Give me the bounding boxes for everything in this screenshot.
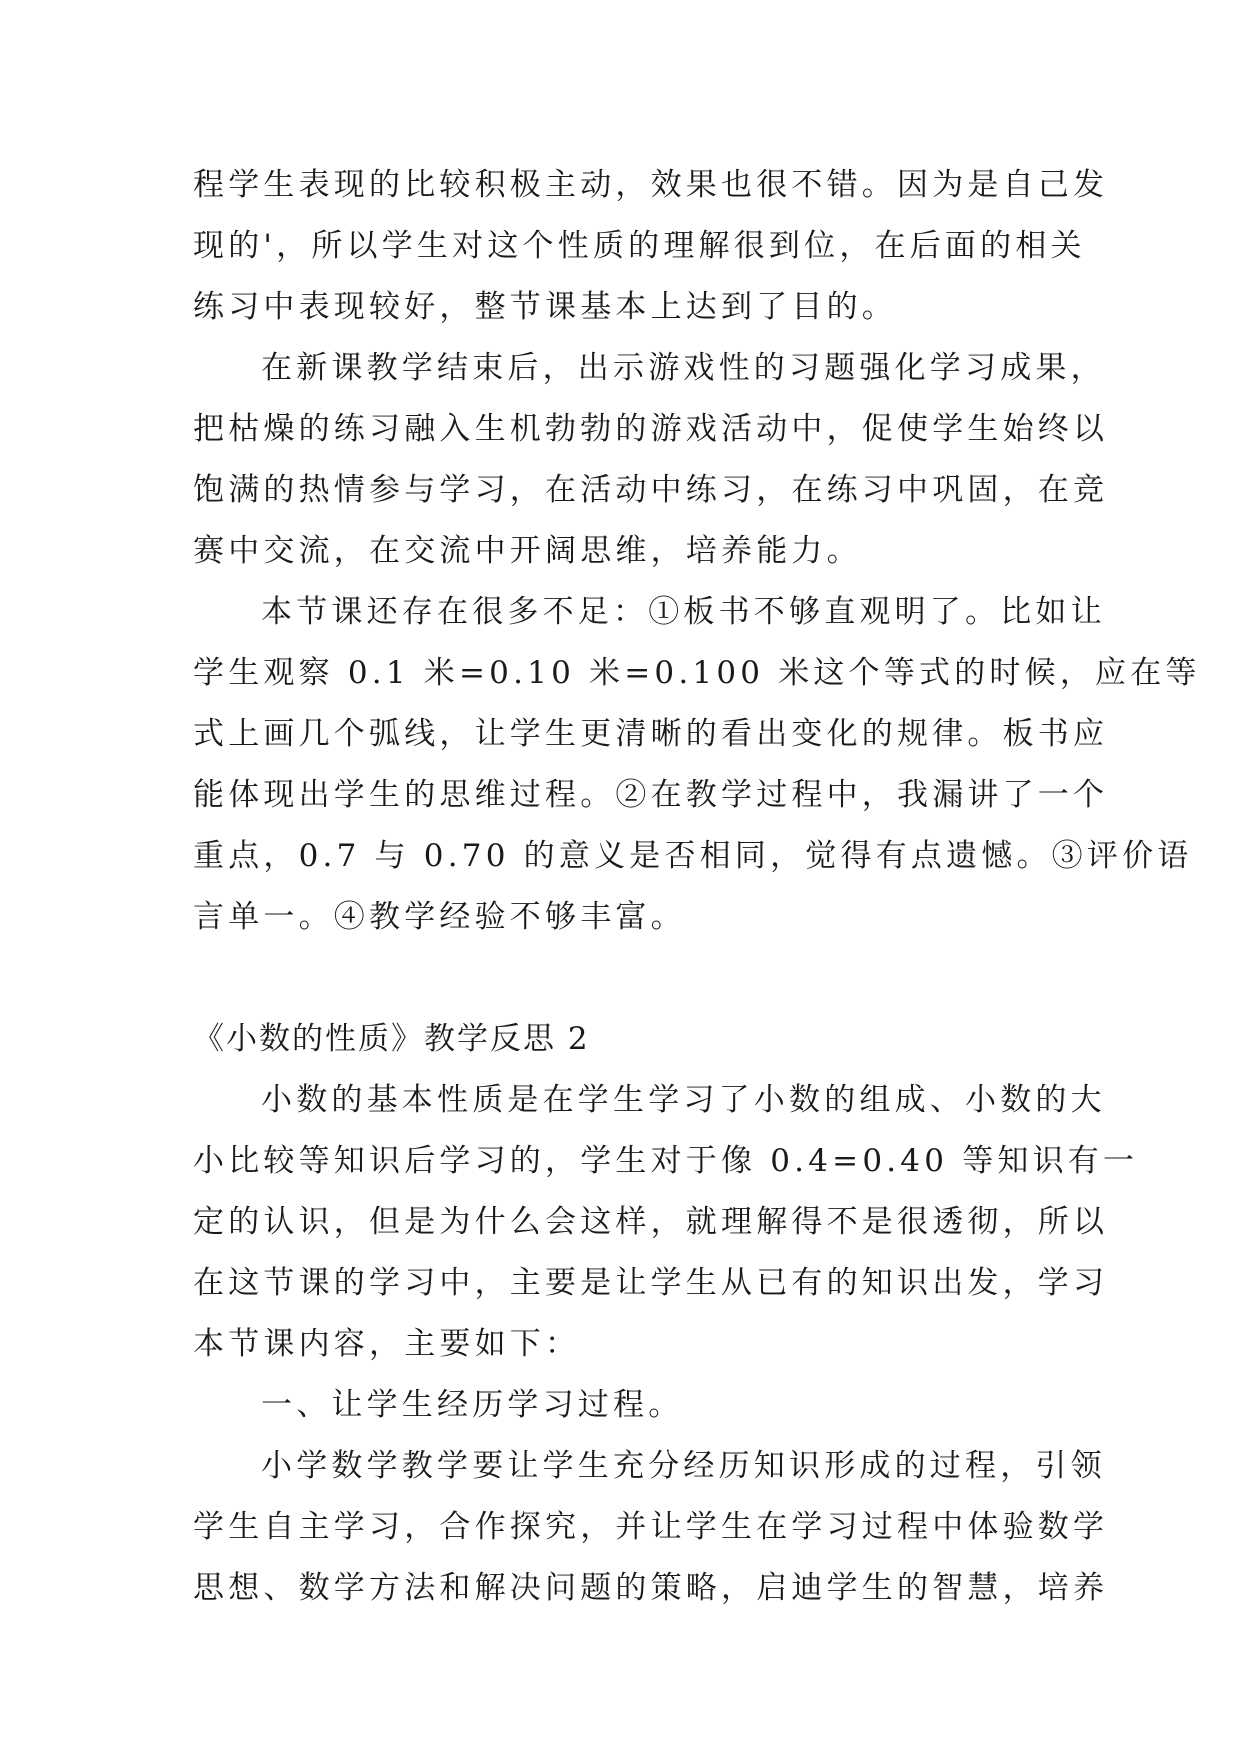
paragraph <box>193 1436 1109 1619</box>
text-line: 在新课教学结束后，出示游戏性的习题强化学习成果， <box>261 350 1106 386</box>
text-line: 本节课内容，主要如下： <box>193 1326 581 1362</box>
text-line: 学生自主学习，合作探究，并让学生在学习过程中体验数学 <box>193 1509 1109 1545</box>
text-line: 重点，0.7 与 0.70 的意义是否相同，觉得有点遗憾。③评价语 <box>193 838 1193 874</box>
text-line: 把枯燥的练习融入生机勃勃的游戏活动中，促使学生始终以 <box>193 411 1109 447</box>
text-line: 小学数学教学要让学生充分经历知识形成的过程，引领 <box>261 1448 1106 1484</box>
text-line: 程学生表现的比较积极主动，效果也很不错。因为是自己发 <box>193 167 1109 203</box>
section-spacer <box>193 948 1053 1009</box>
paragraph <box>193 338 1109 582</box>
text-line: 赛中交流，在交流中开阔思维，培养能力。 <box>193 533 862 569</box>
section-heading: 《小数的性质》教学反思 2 <box>193 1021 590 1057</box>
text-line: 练习中表现较好，整节课基本上达到了目的。 <box>193 289 897 325</box>
paragraph <box>193 582 1201 948</box>
document-body <box>193 155 1201 1619</box>
text-line: 言单一。④教学经验不够丰富。 <box>193 899 686 935</box>
paragraph <box>193 1070 1139 1375</box>
list-item-heading: 一、让学生经历学习过程。 <box>261 1387 684 1423</box>
text-line: 在这节课的学习中，主要是让学生从已有的知识出发，学习 <box>193 1265 1109 1301</box>
text-line: 定的认识，但是为什么会这样，就理解得不是很透彻，所以 <box>193 1204 1109 1240</box>
text-line: 思想、数学方法和解决问题的策略，启迪学生的智慧，培养 <box>193 1570 1109 1606</box>
text-line: 学生观察 0.1 米=0.10 米=0.100 米这个等式的时候，应在等 <box>193 655 1201 691</box>
text-line: 小数的基本性质是在学生学习了小数的组成、小数的大 <box>261 1082 1106 1118</box>
text-line: 式上画几个弧线，让学生更清晰的看出变化的规律。板书应 <box>193 716 1109 752</box>
text-line: 饱满的热情参与学习，在活动中练习，在练习中巩固，在竞 <box>193 472 1109 508</box>
text-line: 本节课还存在很多不足：①板书不够直观明了。比如让 <box>261 594 1106 630</box>
text-line: 能体现出学生的思维过程。②在教学过程中，我漏讲了一个 <box>193 777 1109 813</box>
text-line: 小比较等知识后学习的，学生对于像 0.4=0.40 等知识有一 <box>193 1143 1139 1179</box>
text-line: 现的'，所以学生对这个性质的理解很到位，在后面的相关 <box>193 228 1086 264</box>
paragraph <box>193 155 1109 338</box>
